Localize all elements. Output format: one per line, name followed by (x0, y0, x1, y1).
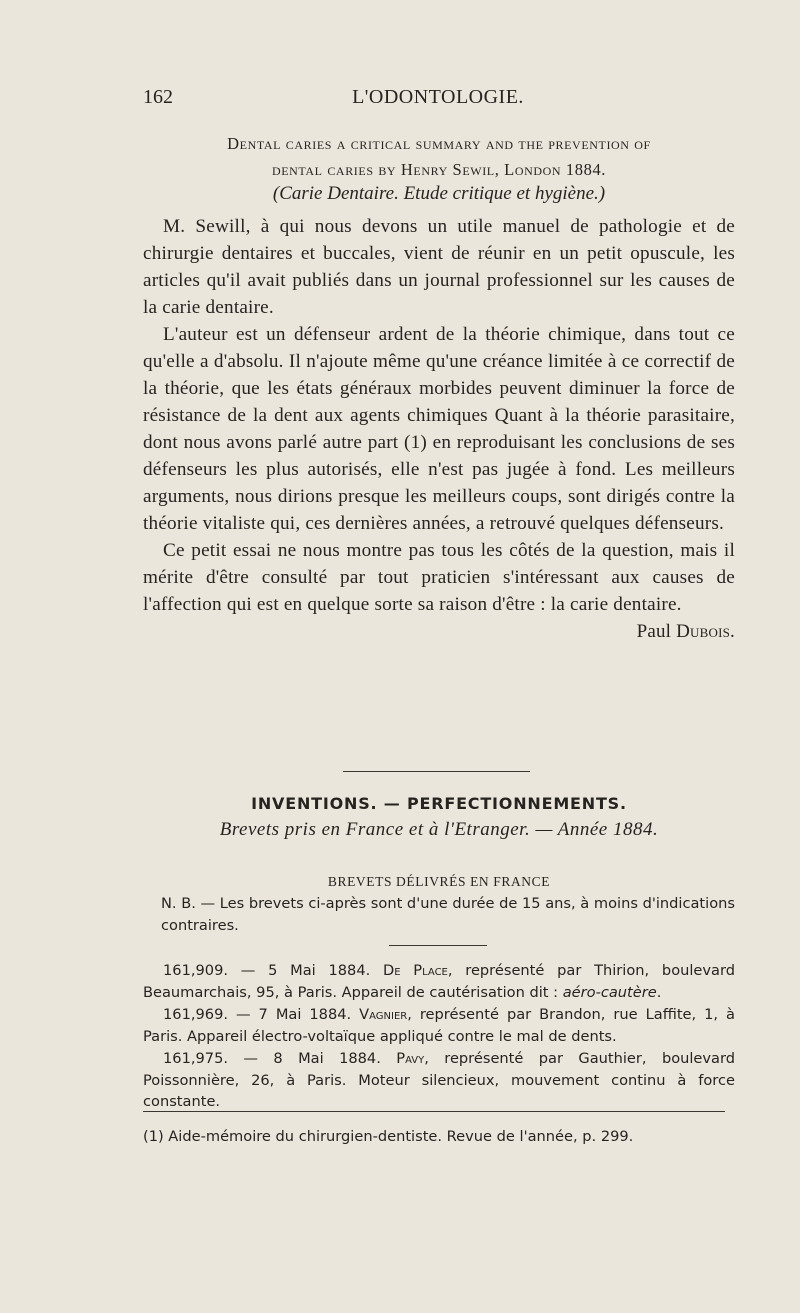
signature-last-name: Dubois. (676, 621, 735, 642)
patent-list (143, 960, 735, 1114)
article-body (143, 213, 735, 645)
paragraph: Ce petit essai ne nous montre pas tous les côtés de la question, mais il mérite d'être consulté par tout praticien s'intéressant aux causes de l'affection qui est en quelque sorte sa raison d'être : la carie dentaire. (143, 540, 735, 615)
patent-entry (143, 1048, 735, 1113)
patent-italic: aéro-cautère (562, 983, 657, 1001)
patent-holder: De Place (383, 962, 448, 979)
patent-entry (143, 1004, 735, 1047)
patent-text: , représenté par Brandon, rue Laffite, 1, à Paris. Appareil électro-voltaïque appliqué contre le mal de dents. (143, 1006, 735, 1045)
running-header (143, 86, 733, 116)
inventions-title: INVENTIONS. — PERFECTIONNEMENTS. (251, 794, 627, 813)
patent-lead: 161,975. — 8 Mai 1884. (163, 1050, 397, 1067)
article-title (143, 131, 735, 183)
footnote-divider (143, 1111, 725, 1112)
section-divider (343, 771, 530, 772)
note (143, 893, 735, 936)
article-title-line-1: Dental caries a critical summary and the prevention of (227, 134, 651, 153)
inventions-subtitle: Brevets pris en France et à l'Etranger. — Année 1884. (219, 819, 659, 840)
signature-first-name: Paul (636, 621, 672, 642)
patent-holder: Vagnier (359, 1006, 408, 1023)
patent-entry (143, 960, 735, 1003)
patent-holder: Pavy (396, 1050, 425, 1067)
article-subtitle: (Carie Dentaire. Etude critique et hygiène.) (272, 183, 606, 204)
note-text: N. B. — Les brevets ci-après sont d'une durée de 15 ans, à moins d'indications contraires. (161, 895, 735, 934)
patent-tail: . (656, 983, 662, 1001)
short-divider (389, 945, 487, 946)
patent-lead: 161,909. — 5 Mai 1884. (163, 962, 383, 979)
article-title-line-2: dental caries by Henry Sewil, London 1884. (271, 160, 607, 179)
running-title: L'ODONTOLOGIE. (352, 86, 524, 108)
patent-text: , représenté par Thirion, boulevard Beaumarchais, 95, à Paris. Appareil de cautérisation dit : (143, 962, 735, 1001)
section-heading: BREVETS DÉLIVRÉS EN FRANCE (327, 874, 551, 889)
patent-lead: 161,969. — 7 Mai 1884. (163, 1006, 360, 1023)
patent-text: , représenté par Gauthier, boulevard Poissonnière, 26, à Paris. Moteur silencieux, mouvement continu à force constante. (143, 1050, 735, 1110)
paragraph: L'auteur est un défenseur ardent de la théorie chimique, dans tout ce qu'elle a d'absolu. Il n'ajoute même qu'une créance limitée à ce correctif de la théorie, que les états généraux morbides peuvent diminuer la force de résistance de la dent aux agents chimiques Quant à la théorie parasitaire, dont nous avons parlé autre part (1) en reproduisant les conclusions de ses défenseurs les plus autorisés, elle n'est pas jugée à fond. Les meilleurs arguments, nous dirions presque les meilleurs coups, sont dirigés contre la théorie vitaliste qui, ces dernières années, a retrouvé quelques défenseurs. (143, 324, 735, 534)
page-number: 162 (143, 86, 173, 108)
signature (143, 618, 735, 645)
footnote: (1) Aide-mémoire du chirurgien-dentiste. Revue de l'année, p. 299. (143, 1128, 634, 1145)
paragraph: M. Sewill, à qui nous devons un utile manuel de pathologie et de chirurgie dentaires et buccales, vient de réunir en un petit opuscule, les articles qu'il avait publiés dans un journal professionnel sur les causes de la carie dentaire. (143, 216, 735, 318)
